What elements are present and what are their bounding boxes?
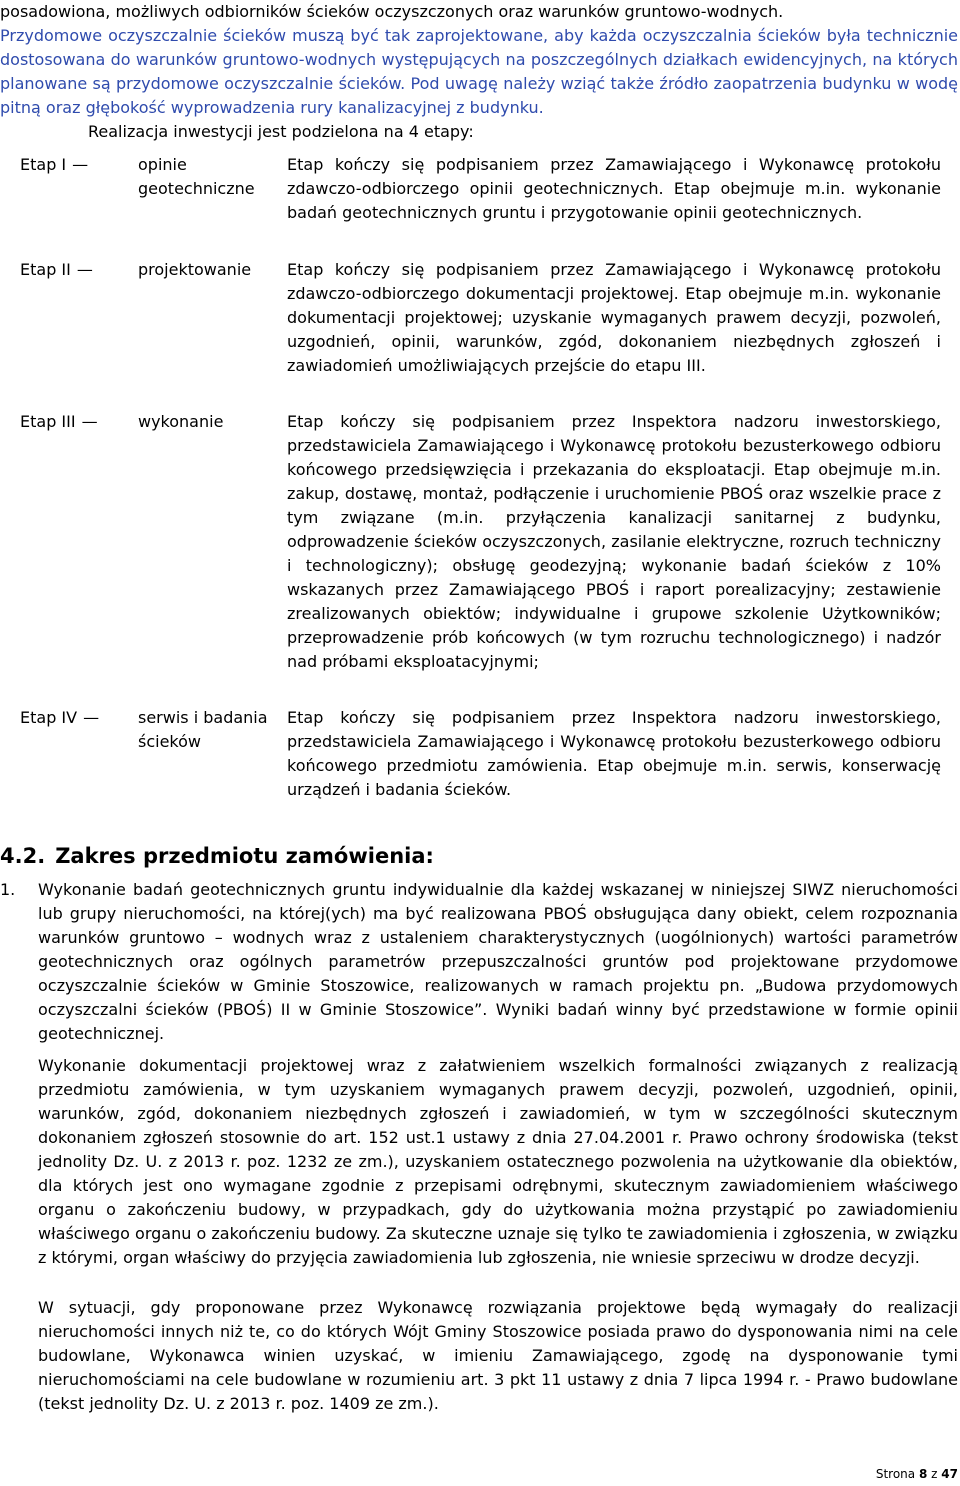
- intro-text: [0, 0, 958, 120]
- etap-4-label: Etap IV: [20, 708, 78, 727]
- section-heading: [0, 844, 434, 868]
- etap-3-dash: —: [81, 412, 98, 431]
- list-paragraph-2: Wykonanie dokumentacji projektowej wraz z załatwieniem wszelkich formalności związanych z realizacją przedmiotu zamówienia, w tym uzyskaniem wymaganych prawem decyzji, pozwoleń, uzgodnień, opinii, warunków, zgód, dokonaniem niezbędnych zgłoszeń i zawiadomień, w tym w szczególności skutecznym dokonaniem zgłoszeń stosownie do art. 152 ust.1 ustawy z dnia 27.04.2001 r. Prawo ochrony środowiska (tekst jednolity Dz. U. z 2013 r. poz. 1232 ze zm.), uzyskaniem ostatecznego pozwolenia na użytkowanie dla obiektów, dla których jest ono wymagane zgodnie z przepisami odrębnymi, skutecznym zawiadomieniem właściwego organu o zakończeniu budowy, w przypadkach, gdy do użytkowania można przystąpić po zawiadomieniu właściwego organu o zakończeniu budowy. Za skuteczne uznaje się tylko te zawiadomienia i zgłoszenia, w związku z którymi, organ właściwy do przyjęcia zawiadomienia lub zgłoszenia, nie wniesie sprzeciwu w drodze decyzji.: [38, 1056, 958, 1267]
- intro-paragraph-2: [0, 24, 958, 120]
- list-paragraph-3: W sytuacji, gdy proponowane przez Wykonawcę rozwiązania projektowe będą wymagały do realizacji nieruchomości innych niż te, co do których Wójt Gminy Stoszowice posiada prawo do dysponowania nimi na cele budowlane, Wykonawca winien uzyskać, w imieniu Zamawiającego, zgodę na dysponowanie tymi nieruchomościami na cele budowlane w rozumieniu art. 3 pkt 11 ustawy z dnia 7 lipca 1994 r. - Prawo budowlane (tekst jednolity Dz. U. z 2013 r. poz. 1409 ze zm.).: [38, 1298, 958, 1413]
- etap-4-dash: —: [83, 708, 100, 727]
- etap-4-name: serwis i badania ścieków: [138, 708, 268, 751]
- etap-2-label-wrap: [20, 258, 93, 282]
- section-title: Zakres przedmiotu zamówienia:: [55, 844, 434, 868]
- etap-1-name: opinie geotechniczne: [138, 155, 255, 198]
- footer-total-pages: 47: [941, 1467, 958, 1481]
- etap-3-name: wykonanie: [138, 412, 224, 431]
- etap-4-description: Etap kończy się podpisaniem przez Inspektora nadzoru inwestorskiego, przedstawiciela Zamawiającego i Wykonawcę protokołu bezusterkowego odbioru końcowego przedmiotu zamówienia. Etap obejmuje m.in. serwis, konserwację urządzeń i badania ścieków.: [287, 708, 941, 799]
- section-number: 4.2.: [0, 844, 46, 868]
- intro-paragraph-2-main: Przydomowe oczyszczalnie ścieków muszą być tak zaprojektowane, aby każda oczyszczalnia ścieków była technicznie dostosowana do warunków gruntowo-wodnych występujących na poszczególnych działkach ewidencyjnych, na których planowane są przydomowe oczyszczalnie ścieków.: [0, 26, 958, 93]
- etap-4-label-wrap: [20, 706, 99, 730]
- etap-3-description: Etap kończy się podpisaniem przez Inspektora nadzoru inwestorskiego, przedstawiciela Zamawiającego i Wykonawcę protokołu bezusterkowego odbioru końcowego przedsięwzięcia i przekazania do eksploatacji. Etap obejmuje m.in. zakup, dostawę, montaż, podłączenie i uruchomienie PBOŚ oraz wszelkie prace z tym związane (m.in. przyłączenia kanalizacji sanitarnej z budynku, odprowadzenie ścieków oczyszczonych, zasilanie elektryczne, rozruch techniczny i technologiczny); obsługę geodezyjną; wykonanie badań ścieków z 10% wskazanych przez Zamawiającego PBOŚ i raport porealizacyjny; zestawienie zrealizowanych obiektów; indywidualne i grupowe szkolenie Użytkowników; przeprowadzenie prób końcowych (w tym rozruchu technologicznego) i nadzór nad próbami eksploatacyjnymi;: [287, 412, 941, 671]
- etap-3-label-wrap: [20, 410, 98, 434]
- etap-2-label: Etap II: [20, 260, 71, 279]
- intro-paragraph-1: posadowiona, możliwych odbiorników ścieków oczyszczonych oraz warunków gruntowo-wodnych.: [0, 2, 784, 21]
- page-footer: [876, 1467, 958, 1481]
- etap-1-dash: —: [72, 155, 89, 174]
- intro-paragraph-2-tail: Pod uwagę należy wziąć także źródło zaopatrzenia budynku w wodę pitną oraz głębokość wyprowadzenia rury kanalizacyjnej z budynku.: [0, 74, 959, 117]
- etap-3-label: Etap III: [20, 412, 76, 431]
- etap-2-description: Etap kończy się podpisaniem przez Zamawiającego i Wykonawcę protokołu zdawczo-odbiorczego dokumentacji projektowej. Etap obejmuje m.in. wykonanie dokumentacji projektowej; uzyskanie wymaganych prawem decyzji, pozwoleń, uzgodnień, opinii, warunków, zgód, dokonaniem niezbędnych zgłoszeń i zawiadomień umożliwiających przejście do etapu III.: [287, 260, 941, 375]
- footer-separator: z: [931, 1467, 938, 1481]
- footer-page-number: 8: [918, 1467, 928, 1481]
- etap-2-name: projektowanie: [138, 260, 252, 279]
- footer-prefix: Strona: [875, 1467, 916, 1481]
- etap-1-label: Etap I: [20, 155, 67, 174]
- etap-2-dash: —: [76, 260, 93, 279]
- realizacja-line: Realizacja inwestycji jest podzielona na 4 etapy:: [88, 122, 474, 141]
- etap-1-label-wrap: [20, 153, 88, 177]
- list-paragraph-1: Wykonanie badań geotechnicznych gruntu indywidualnie dla każdej wskazanej w niniejszej SIWZ nieruchomości lub grupy nieruchomości, na której(ych) ma być realizowana PBOŚ obsługująca dany obiekt, celem rozpoznania warunków gruntowo – wodnych wraz z ustaleniem charakterystycznych (uogólnionych) wartości parametrów geotechnicznych oraz ogólnych parametrów przepuszczalności gruntów pod projektowane przydomowe oczyszczalnie ścieków w Gminie Stoszowice, realizowanych w ramach projektu pn. „Budowa przydomowych oczyszczalni ścieków (PBOŚ) II w Gminie Stoszowice”. Wyniki badań winny być przedstawione w formie opinii geotechnicznej.: [38, 880, 958, 1043]
- etap-1-description: Etap kończy się podpisaniem przez Zamawiającego i Wykonawcę protokołu zdawczo-odbiorczego opinii geotechnicznych. Etap obejmuje m.in. wykonanie badań geotechnicznych gruntu i przygotowanie opinii geotechnicznych.: [287, 155, 941, 222]
- list-item-number: 1.: [0, 880, 16, 899]
